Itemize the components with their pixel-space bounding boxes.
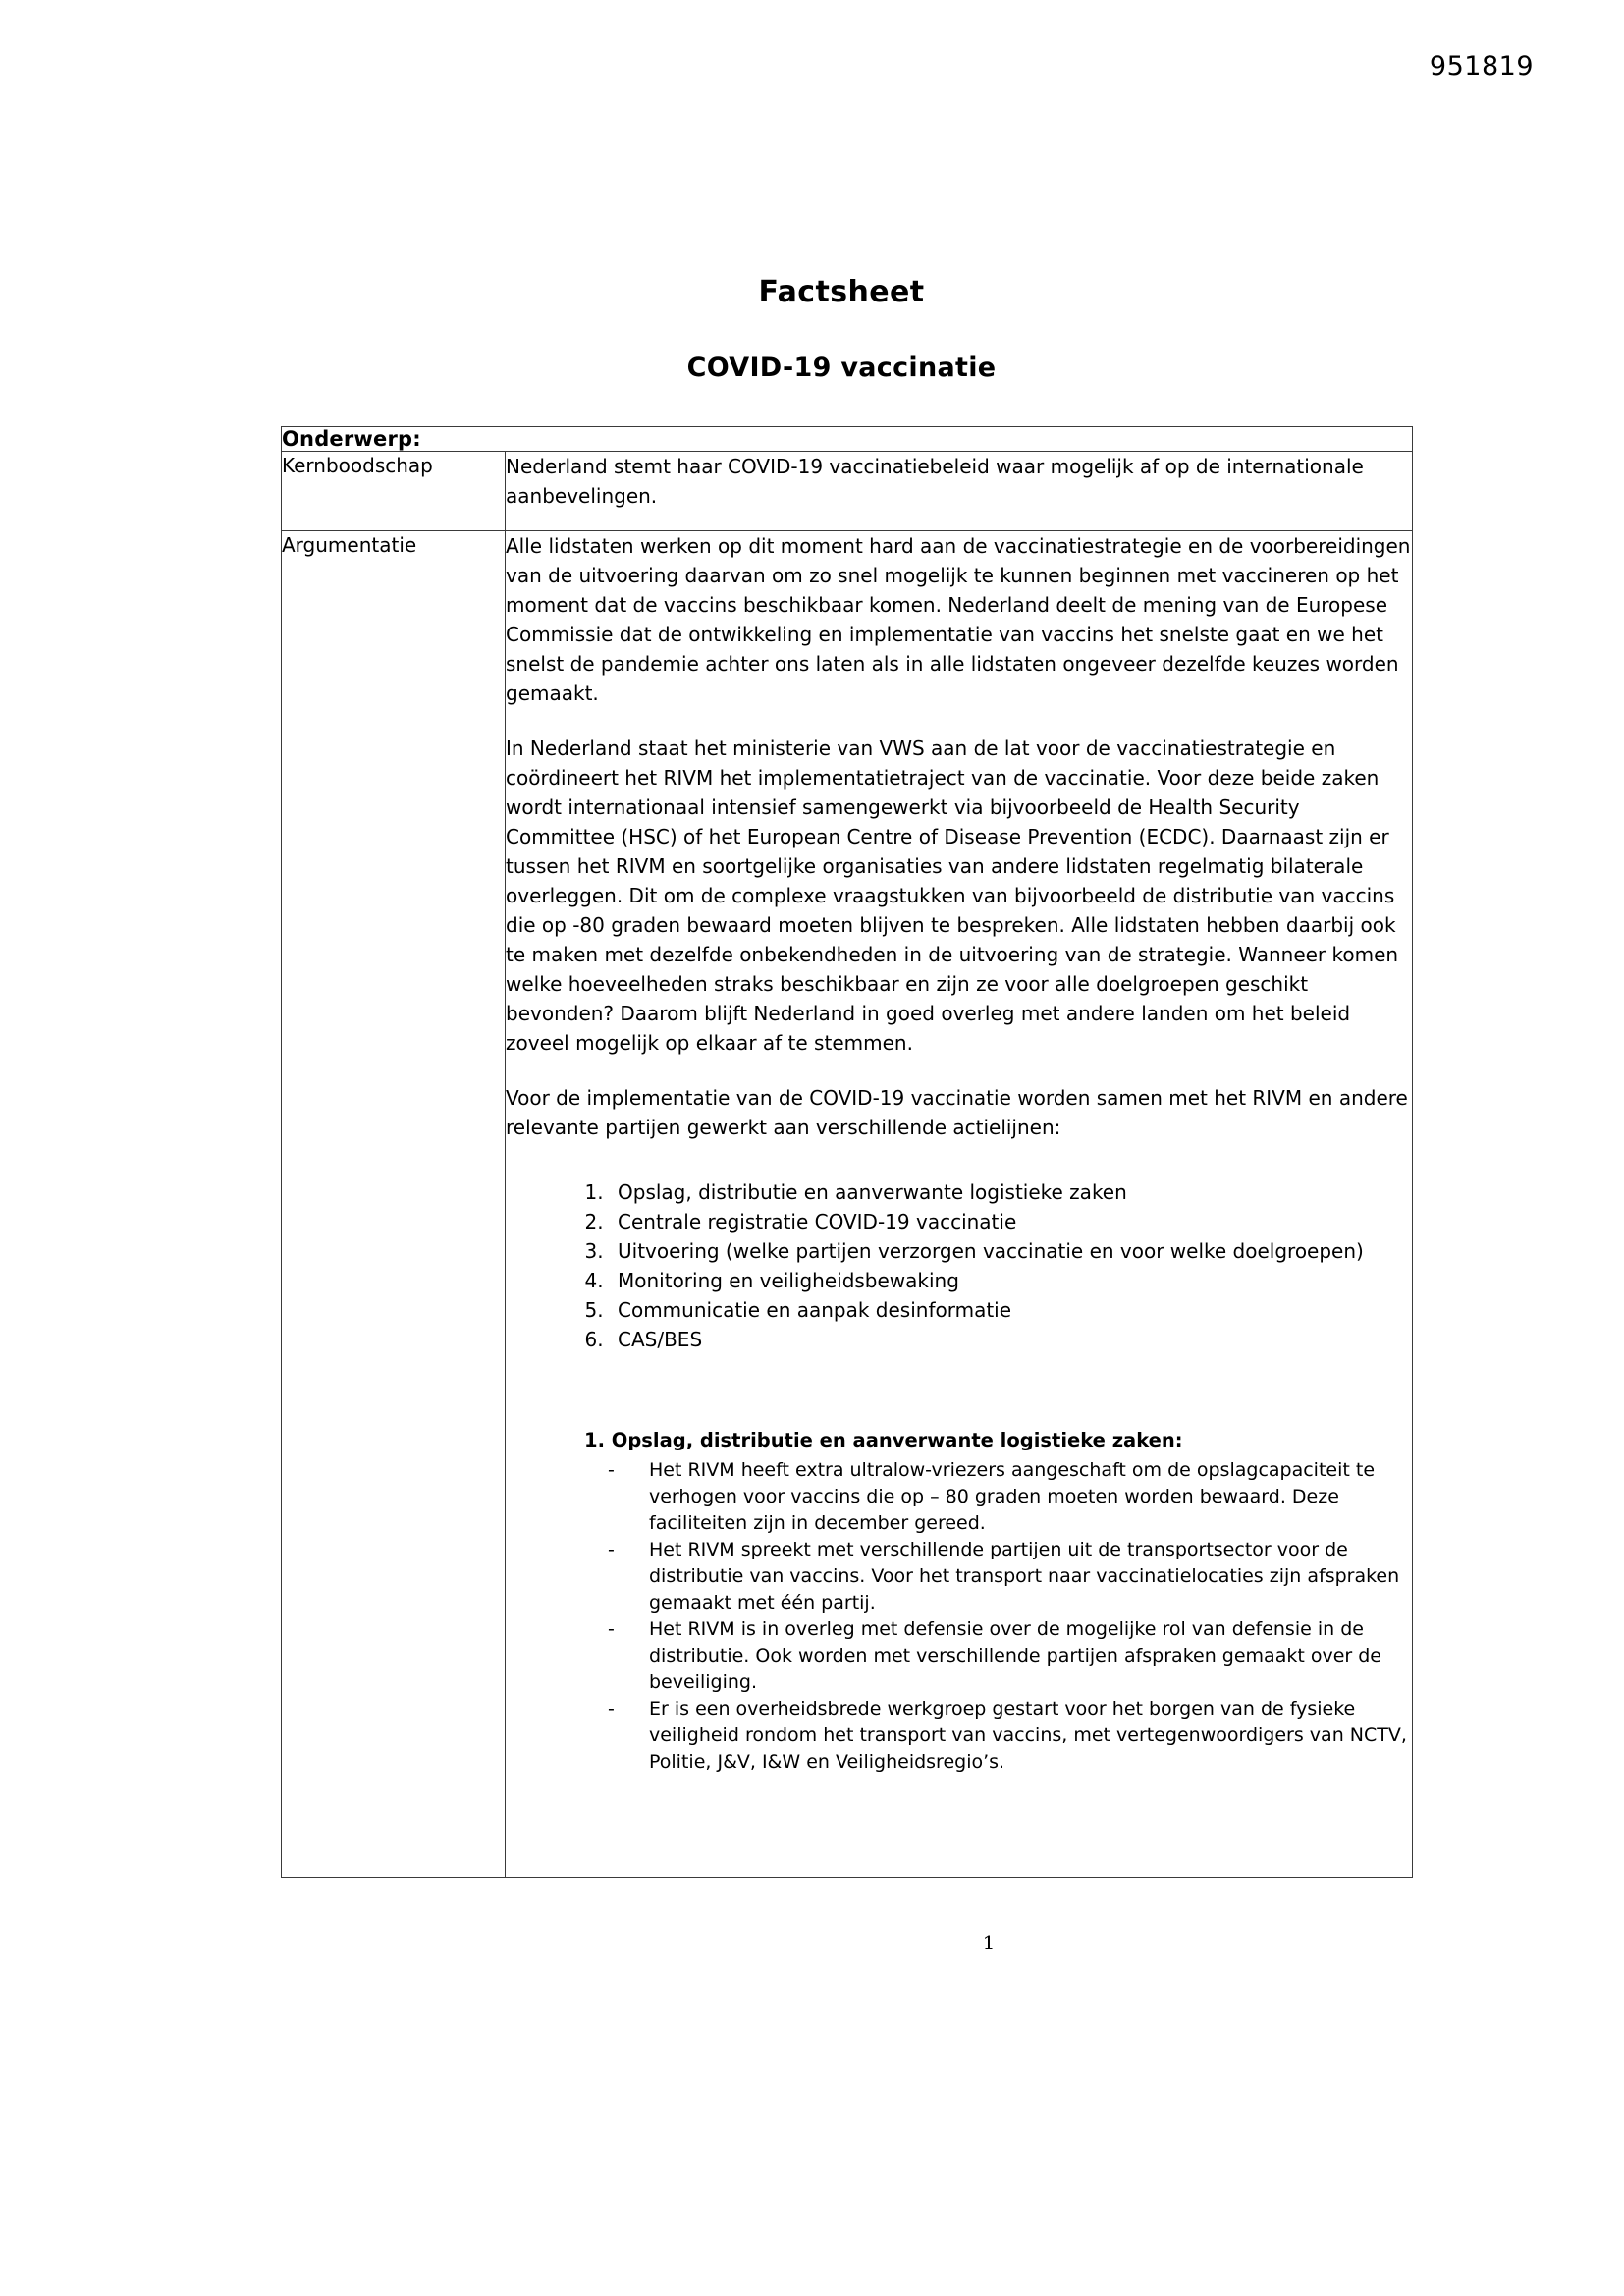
- page-title: Factsheet: [758, 275, 925, 309]
- list-item: [608, 1696, 1412, 1776]
- sub-section-heading: 1. Opslag, distributie en aanverwante logistieke zaken:: [584, 1429, 1183, 1451]
- document-number: 951819: [1429, 51, 1534, 82]
- list-item: 4. Monitoring en veiligheidsbewaking: [610, 1266, 1412, 1295]
- list-item: 5. Communicatie en aanpak desinformatie: [610, 1295, 1412, 1325]
- sub-section-bullets: [506, 1457, 1412, 1776]
- title-block: [0, 275, 1624, 383]
- row-label-kernboodschap: Kernboodschap: [282, 452, 506, 531]
- paragraph: Alle lidstaten werken op dit moment hard aan de vaccinatiestrategie en de voorbereidingen van de uitvoering daarvan om zo snel mogelijk te kunnen beginnen met vaccineren op het moment dat de vaccins beschikbaar komen. Nederland deelt de mening van de Europese Commissie dat de ontwikkeling en implementatie van vaccins het snelste gaat en we het snelst de pandemie achter ons laten als in alle lidstaten ongeveer dezelfde keuzes worden gemaakt.: [506, 534, 1411, 705]
- list-item: 1. Opslag, distributie en aanverwante logistieke zaken: [610, 1177, 1412, 1207]
- table-row: [282, 452, 1413, 531]
- list-item-text: Er is een overheidsbrede werkgroep gestart voor het borgen van de fysieke veiligheid rondom het transport van vaccins, met vertegenwoordigers van NCTV, Politie, J&V, I&W en Veiligheidsregio’s.: [649, 1698, 1407, 1773]
- page-subtitle: COVID-19 vaccinatie: [686, 353, 997, 383]
- action-lines-list: [506, 1177, 1412, 1354]
- table-header-onderwerp: Onderwerp:: [282, 427, 1413, 452]
- list-item: [608, 1616, 1412, 1696]
- list-item: [608, 1537, 1412, 1616]
- dash-bullet-icon: -: [608, 1618, 615, 1641]
- list-item: 2. Centrale registratie COVID-19 vaccinatie: [610, 1207, 1412, 1236]
- list-item: 6. CAS/BES: [610, 1325, 1412, 1354]
- paragraph: Voor de implementatie van de COVID-19 vaccinatie worden samen met het RIVM en andere relevante partijen gewerkt aan verschillende actielijnen:: [506, 1086, 1408, 1139]
- table-row-header: [282, 427, 1413, 452]
- row-label-argumentatie: Argumentatie: [282, 531, 506, 1878]
- dash-bullet-icon: -: [608, 1459, 615, 1482]
- dash-bullet-icon: -: [608, 1539, 615, 1561]
- page-number: 1: [982, 1931, 996, 1954]
- row-body-argumentatie: [506, 531, 1413, 1878]
- paragraph: Nederland stemt haar COVID-19 vaccinatiebeleid waar mogelijk af op de internationale aanbevelingen.: [506, 455, 1364, 508]
- factsheet-table: [281, 426, 1413, 1878]
- list-item-text: Het RIVM is in overleg met defensie over de mogelijke rol van defensie in de distributie. Ook worden met verschillende partijen afspraken gemaakt over de beveiliging.: [649, 1618, 1381, 1694]
- list-item: [608, 1457, 1412, 1537]
- dash-bullet-icon: -: [608, 1698, 615, 1721]
- list-item: 3. Uitvoering (welke partijen verzorgen vaccinatie en voor welke doelgroepen): [610, 1236, 1412, 1266]
- row-body-kernboodschap: [506, 452, 1413, 531]
- paragraph: In Nederland staat het ministerie van VWS aan de lat voor de vaccinatiestrategie en coördineert het RIVM het implementatietraject van de vaccinatie. Voor deze beide zaken wordt internationaal intensief samengewerkt via bijvoorbeeld de Health Security Committee (HSC) of het European Centre of Disease Prevention (ECDC). Daarnaast zijn er tussen het RIVM en soortgelijke organisaties van andere lidstaten regelmatig bilaterale overleggen. Dit om de complexe vraagstukken van bijvoorbeeld de distributie van vaccins die op -80 graden bewaard moeten blijven te bespreken. Alle lidstaten hebben daarbij ook te maken met dezelfde onbekendheden in de uitvoering van de strategie. Wanneer komen welke hoeveelheden straks beschikbaar en zijn ze voor alle doelgroepen geschikt bevonden? Daarom blijft Nederland in goed overleg met andere landen om het beleid zoveel mogelijk op elkaar af te stemmen.: [506, 737, 1399, 1055]
- sub-section-opslag: [506, 1427, 1412, 1776]
- list-item-text: Het RIVM spreekt met verschillende partijen uit de transportsector voor de distributie van vaccins. Voor het transport naar vaccinatielocaties zijn afspraken gemaakt met één partij.: [649, 1539, 1400, 1614]
- list-item-text: Het RIVM heeft extra ultralow-vriezers aangeschaft om de opslagcapaciteit te verhogen voor vaccins die op – 80 graden moeten worden bewaard. Deze faciliteiten zijn in december gereed.: [649, 1459, 1376, 1535]
- table-row: [282, 531, 1413, 1878]
